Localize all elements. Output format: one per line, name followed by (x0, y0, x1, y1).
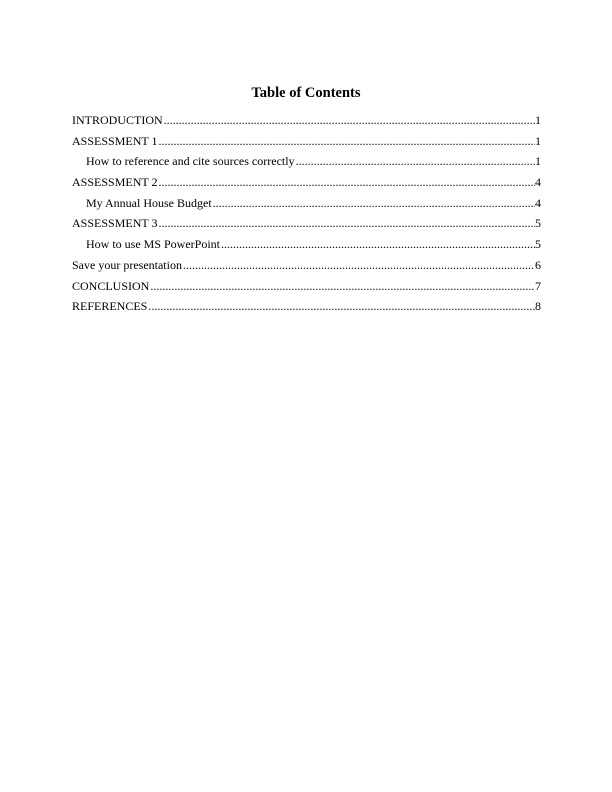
toc-entry-assessment-3[interactable] (72, 216, 541, 237)
toc-entry-assessment-1[interactable] (72, 134, 541, 155)
toc-entry-label: ASSESSMENT 1 (72, 133, 158, 148)
dot-leader (158, 216, 535, 230)
dot-leader (158, 175, 535, 189)
toc-entry-conclusion[interactable] (72, 279, 541, 300)
dot-leader (296, 154, 535, 168)
toc-page-number: 6 (535, 257, 541, 272)
dot-leader (164, 113, 535, 127)
dot-leader (221, 237, 535, 251)
toc-entry-label: ASSESSMENT 3 (72, 216, 158, 231)
toc-entry-label: How to use MS PowerPoint (86, 237, 221, 252)
toc-page-number: 1 (535, 113, 541, 127)
toc-entry-label: CONCLUSION (72, 278, 150, 293)
dot-leader (150, 279, 535, 293)
dot-leader (213, 196, 535, 210)
toc-entry-label: Save your presentation (72, 257, 182, 272)
toc-entry-label: REFERENCES (72, 299, 148, 314)
toc-entry-label: My Annual House Budget (86, 195, 212, 210)
table-of-contents (72, 113, 541, 320)
dot-leader (183, 258, 535, 272)
toc-page-number: 1 (535, 154, 541, 169)
toc-page-number: 7 (535, 278, 541, 293)
toc-page-number: 1 (535, 133, 541, 148)
toc-entry-label: INTRODUCTION (72, 113, 163, 127)
toc-entry-assessment-2[interactable] (72, 175, 541, 196)
toc-title: Table of Contents (251, 85, 361, 101)
toc-page-number: 4 (535, 175, 541, 190)
toc-page-number: 5 (535, 237, 541, 252)
toc-entry-ms-powerpoint[interactable] (72, 237, 541, 258)
toc-entry-label: How to reference and cite sources correctly (86, 154, 295, 169)
dot-leader (148, 299, 535, 313)
dot-leader (158, 134, 535, 148)
toc-page-number: 8 (535, 299, 541, 314)
toc-entry-save-presentation[interactable] (72, 258, 541, 279)
toc-entry-reference-and-cite[interactable] (72, 154, 541, 175)
toc-entry-introduction[interactable] (72, 113, 541, 134)
toc-entry-label: ASSESSMENT 2 (72, 175, 158, 190)
toc-entry-house-budget[interactable] (72, 196, 541, 217)
toc-page-number: 5 (535, 216, 541, 231)
toc-page-number: 4 (535, 195, 541, 210)
toc-entry-references[interactable] (72, 299, 541, 320)
